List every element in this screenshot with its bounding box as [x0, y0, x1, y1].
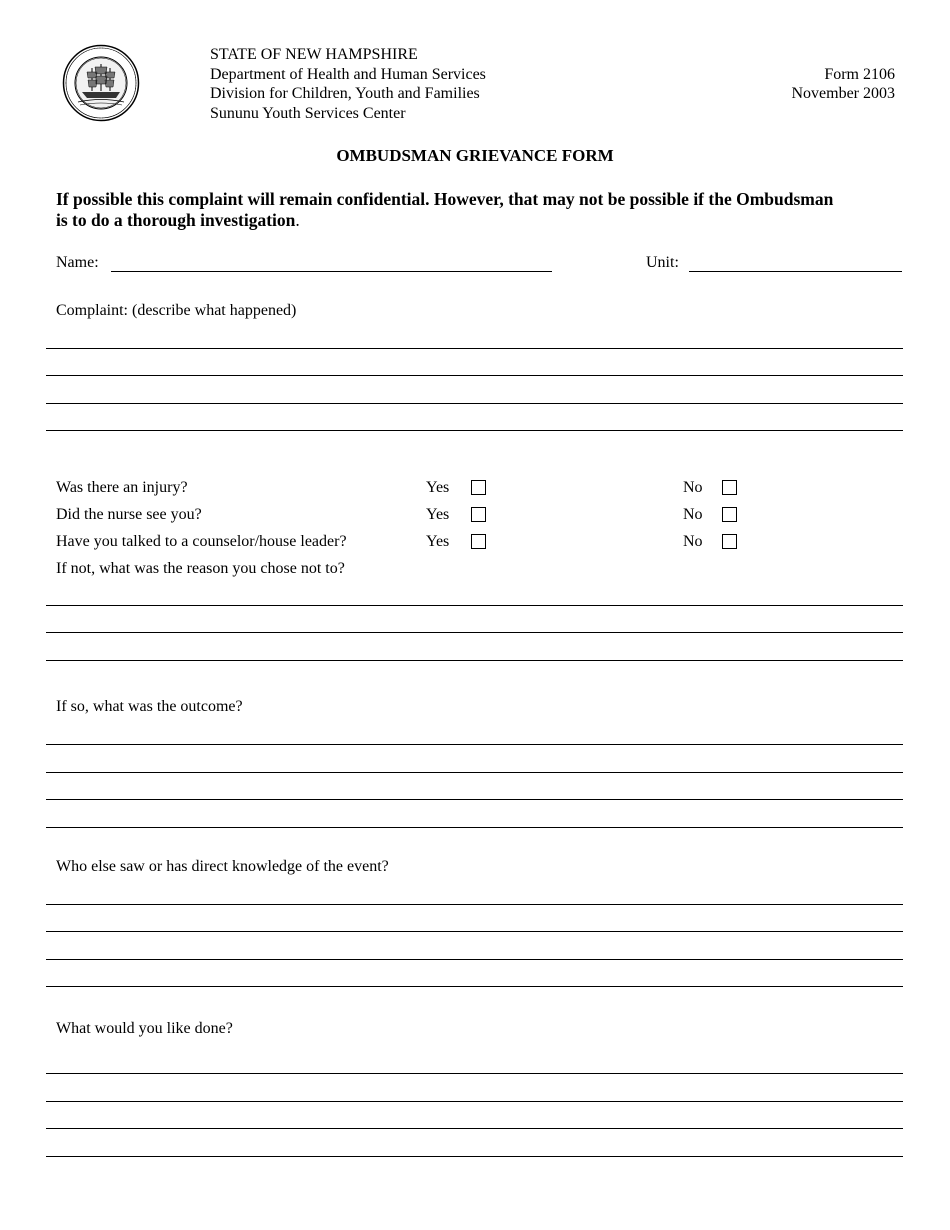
witness-prompt: Who else saw or has direct knowledge of the event?	[56, 858, 389, 875]
injury-no-checkbox[interactable]	[722, 480, 737, 495]
notice-line2-text: is to do a thorough investigation	[56, 210, 296, 230]
complaint-line-1[interactable]	[46, 348, 903, 349]
unit-field[interactable]	[689, 271, 902, 272]
wish-line-1[interactable]	[46, 1073, 903, 1074]
nurse-no-checkbox[interactable]	[722, 507, 737, 522]
outcome-prompt: If so, what was the outcome?	[56, 698, 243, 715]
injury-yes-checkbox[interactable]	[471, 480, 486, 495]
nurse-yes-label: Yes	[426, 506, 450, 523]
agency-state: STATE OF NEW HAMPSHIRE	[210, 46, 418, 63]
wish-line-4[interactable]	[46, 1156, 903, 1157]
reason-line-2[interactable]	[46, 632, 903, 633]
notice-period: .	[295, 210, 300, 230]
confidentiality-notice-line2	[56, 210, 300, 231]
question-injury: Was there an injury?	[56, 479, 188, 496]
complaint-line-2[interactable]	[46, 375, 903, 376]
complaint-line-4[interactable]	[46, 430, 903, 431]
wish-line-3[interactable]	[46, 1128, 903, 1129]
name-field[interactable]	[111, 271, 552, 272]
nurse-no-label: No	[683, 506, 703, 523]
counselor-no-label: No	[683, 533, 703, 550]
witness-line-4[interactable]	[46, 986, 903, 987]
form-date: November 2003	[791, 85, 895, 102]
reason-prompt: If not, what was the reason you chose not to?	[56, 560, 345, 577]
outcome-line-2[interactable]	[46, 772, 903, 773]
reason-line-3[interactable]	[46, 660, 903, 661]
form-number: Form 2106	[824, 66, 895, 83]
question-nurse: Did the nurse see you?	[56, 506, 202, 523]
agency-department: Department of Health and Human Services	[210, 66, 486, 83]
complaint-label: Complaint: (describe what happened)	[56, 302, 297, 319]
witness-line-2[interactable]	[46, 931, 903, 932]
complaint-line-3[interactable]	[46, 403, 903, 404]
nurse-yes-checkbox[interactable]	[471, 507, 486, 522]
injury-yes-label: Yes	[426, 479, 450, 496]
outcome-line-4[interactable]	[46, 827, 903, 828]
confidentiality-notice-line1: If possible this complaint will remain confidential. However, that may not be possible if the Ombudsman	[56, 189, 834, 209]
page-title: OMBUDSMAN GRIEVANCE FORM	[336, 146, 614, 165]
wish-line-2[interactable]	[46, 1101, 903, 1102]
counselor-yes-label: Yes	[426, 533, 450, 550]
reason-line-1[interactable]	[46, 605, 903, 606]
counselor-yes-checkbox[interactable]	[471, 534, 486, 549]
witness-line-3[interactable]	[46, 959, 903, 960]
wish-prompt: What would you like done?	[56, 1020, 233, 1037]
injury-no-label: No	[683, 479, 703, 496]
state-seal-icon	[62, 44, 140, 122]
question-counselor: Have you talked to a counselor/house leader?	[56, 533, 347, 550]
outcome-line-1[interactable]	[46, 744, 903, 745]
outcome-line-3[interactable]	[46, 799, 903, 800]
witness-line-1[interactable]	[46, 904, 903, 905]
unit-label: Unit:	[646, 254, 679, 271]
agency-division: Division for Children, Youth and Families	[210, 85, 480, 102]
agency-center: Sununu Youth Services Center	[210, 105, 406, 122]
name-label: Name:	[56, 254, 99, 271]
counselor-no-checkbox[interactable]	[722, 534, 737, 549]
